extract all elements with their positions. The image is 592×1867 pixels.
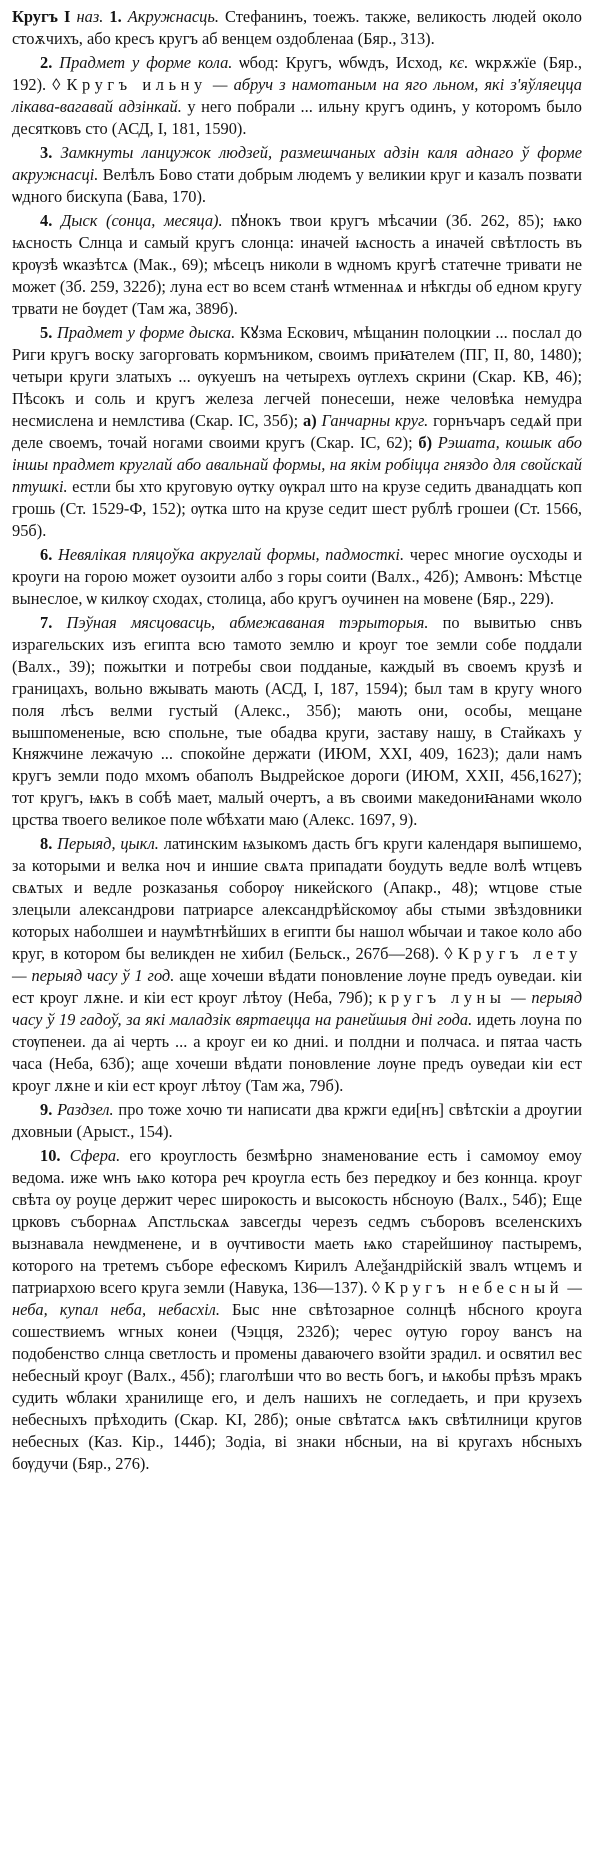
sense-text-run: — перыяд часу ў 19 гадоў, за які маладзік вяртаецца на ранейшыя дні года.	[12, 988, 583, 1030]
sense-text-run: латинским ѩзыкомъ дасть бгъ круги календаря выпишемо, за которыми и велка ноч и иншие свѧта припадати боудуть ведле волѣ ѡтцевъ свѧтых и ведле розказанья соборѹ никейского (Апакр., 48); ѡтцове стые злецыли александрови патриарсе александрѣйскомѹ абы стыми звѣздовники которых наболшеи и наумѣтнѣйших в египти бы нашол ѡбычаи и такое коло або круг, в котором бы великден не хибил (Бельск., 267б—268). ◊	[12, 834, 582, 964]
sense-text-run: Замкнуты ланцужок людзей, размешчаных адзін каля аднаго ў форме акружнасці.	[12, 142, 582, 184]
sense-text-run: естли бы хто круговую ѹтку ѹкрал што на крузе седить дванадцать коп грошь (Ст. 1529-Ф, 152); ѹтка што на крузе седит шест рублѣ грошеи (Ст. 1566, 95б).	[12, 476, 582, 540]
sense-text-run: Кругъ небесный	[384, 1278, 564, 1298]
sense-text-run: а)	[303, 410, 317, 430]
sense-paragraph	[12, 210, 582, 320]
sense-number: 10.	[40, 1146, 61, 1166]
sense-paragraph	[12, 833, 582, 1097]
sense-text-run: Кꙋзма Ескович, мѣщанин полоцкии ... послал до Риги кругъ воску загорговать кормъником, своимъ приꙗтелем (ПГ, II, 80, 1480); четыри круги златыхъ ... ѹкуешъ на четырехъ ѹглехъ скрини (Скар. КВ, 46); Пѣсокъ и соль и кругъ железа легчей понесеши, неже человѣка немудра несмислена и немлстива (Скар. IC, 35б);	[12, 322, 583, 430]
sense-text-run: его кроуглость безмѣрно знаменование есть і самомоу емоу ведома. иже ѡнъ ѩко котора реч кроугла есть без передкоу и без коннца. кроуг свѣта оу роуце держит черес широкость и высокость нбсноую (Валх., 54б); Еще црковъ съборнаѧ Апстльскаѧ завсегды черезъ седмъ съборовъ вселенскихъ вызнавала неѡдменене, и в ѹчтивости маеть ѩко старейшинѹ пастыремъ, которого на третемъ съборе ефескомъ Кирилъ Алеѯандрійскій звалъ ѡтцемъ и патриархою всего круга земли (Навука, 136—137). ◊	[12, 1146, 582, 1298]
sense-text-run: Акружнасць.	[127, 7, 219, 26]
sense-text-run: Сфера.	[69, 1146, 121, 1166]
sense-text-run: у него побрали ... ильну кругъ одинъ, у которомъ было десятковъ сто (АСД, I, 181, 1590).	[12, 96, 583, 138]
sense-text-run: б)	[418, 432, 433, 452]
sense-paragraph	[12, 142, 582, 208]
sense-text-run: аще хочеши вѣдати поновление лѹне предъ оуведаи. кіи ест кроуг лѫне. и кіи ест кроуг лѣтоу (Неба, 79б);	[12, 966, 582, 1008]
sense-text-run: Дыск (сонца, месяца).	[60, 210, 223, 230]
sense-text-run: Рэшата, кошык або іншы прадмет круглай або авальнай формы, на якім робіцца гняздо для свойскай птушкі.	[12, 432, 583, 496]
sense-text-run: Кругъ ильну	[66, 74, 207, 94]
grammar-label: наз.	[76, 7, 104, 26]
sense-text-run: Прадмет у форме дыска.	[57, 322, 236, 342]
sense-text-run: ѡкрѫжїе (Бяр., 192). ◊	[12, 52, 582, 94]
sense-text-run: горнъчаръ седѧй при деле своемъ, точай ногами своими кругъ (Скар. IC, 62);	[12, 410, 582, 452]
sense-number: 4.	[40, 210, 53, 230]
sense-paragraph	[12, 1099, 582, 1143]
sense-number: 5.	[40, 322, 53, 342]
sense-text-run: Велѣлъ Бово стати добрым людемъ у великии круг и казалъ позвати ѡдного бискупа (Бава, 170).	[12, 164, 582, 206]
sense-text-run: — перыяд часу ў 1 год.	[12, 966, 175, 986]
sense-text-run: Кругъ лету	[457, 944, 582, 964]
sense-number: 3.	[40, 142, 53, 162]
sense-number: 7.	[40, 612, 53, 632]
sense-paragraph	[12, 612, 582, 832]
sense-text-run: Стефанинъ, тоежъ. также, великость людей около стоѫчихъ, або кресъ кругъ аб венцем оздобленаа (Бяр., 313).	[12, 7, 583, 48]
sense-text-run: Раздзел.	[57, 1100, 114, 1120]
sense-text-run: по вывитью снвъ израгельских изъ египта всю тамото землю и кроуг тое земли собе поддали (Валх., 39); пожытки и потребы свои подданые, каждый въ своемъ крузѣ и границахъ, вольно вжывать мають (АСД, I, 187, 1594); был там в кругу ѡного поля лѣсъ велми густый (Алекс., 35б); мають они, особы, мещане вышпомененые, всю спольне, тые обадва круги, заставу нашу, в Стайкахъ у Княжчине лежачую ... спокойне держати (ИЮМ, XXI, 409, 1623); дали намъ кругъ земли подо мхомъ обаполъ Выдрейское дороги (ИЮМ, XXII, 456,1627); тот кругъ, ѩкъ в собѣ мает, малый очертъ, а въ своими македониꙗнами ѡколо црства твоего великое поле ѡбѣхати маю (Алекс. 1697, 9).	[12, 612, 582, 830]
sense-number: 9.	[40, 1100, 53, 1120]
sense-text-run: ѡбод: Кругъ, ѡбѡдъ, Исход,	[232, 52, 450, 72]
sense-number: 6.	[40, 544, 53, 564]
sense-text-run: про тоже хочю ти написати два кржги еди[нъ] свѣтскіи а дроугии дховныи (Арыст., 154).	[12, 1100, 582, 1142]
sense-paragraph	[12, 6, 582, 50]
sense-paragraph	[12, 544, 582, 610]
dictionary-entry	[12, 6, 582, 1475]
sense-number: 1.	[109, 7, 122, 26]
sense-text-run: идеть лоуна по стѹпенеи. да аі черть ... а кроуг еи ко дниі. и полдни и полчаса. и пятаа часть часа (Неба, 63б); аще хочеши вѣдати поновление лѹне предъ оуведаи кіи ест кроуг лѫне и кіи ест кроуг лѣтоу (Там жа, 79б).	[12, 1010, 582, 1096]
sense-text-run: Прадмет у форме кола.	[59, 52, 233, 72]
sense-text-run: Ганчарны круг.	[316, 410, 429, 430]
sense-text-run: Невялікая пляцоўка акруглай формы, падмосткі.	[58, 544, 405, 564]
sense-text-run: — абруч з намотаным на яго льном, які з'яўляецца лікава-вагавай адзінкай.	[12, 74, 583, 116]
sense-paragraph	[12, 52, 582, 140]
sense-text-run: Перыяд, цыкл.	[57, 834, 159, 854]
sense-text-run: Быс нне свѣтозарное солнцѣ нбсного кроуга сошествиемъ ѡгных конеи (Чэцця, 232б); черес ѹтую гороу вансъ на подобенство слнца светлость и промены даваючего взойти зрадил. и освятил вес небесный кроуг (Валх., 45б); глаголѣши что во весть богъ, и ѩкобы прѣзъ мракъ судить ѡблаки хранилище его, и делъ нашихъ не согледаеть, и при крузехъ небесныхъ прѣходить (Скар. KI, 28б); оные свѣтатсѧ ѩкъ свѣтилници кругов небесных (Каз. Кір., 144б); Зодіа, ві знаки нбсныи, на ві кругахъ нбсныхъ бѹдучи (Бяр., 276).	[12, 1300, 582, 1473]
sense-number: 2.	[40, 52, 53, 72]
headword: Кругъ I	[12, 7, 71, 26]
sense-number: 8.	[40, 834, 53, 854]
sense-text-run: кє.	[449, 52, 469, 72]
sense-paragraph	[12, 1145, 582, 1475]
sense-text-run: Пэўная мясцовасць, абмежаваная тэрыторыя.	[66, 612, 429, 632]
sense-text-run: — неба, купал неба, небасхіл.	[12, 1278, 583, 1320]
sense-text-run: пꙋнокъ твои кругъ мѣсачии (Зб. 262, 85); ѩко ѩсность Слнца и самый кругъ слонца: иначей ѩсность а иначей свѣтлость въ крѹзѣ ѡказѣтсѧ (Мак., 69); мѣсецъ николи в ѡдномъ кругѣ статечне тривати не может (Зб. 259, 322б); луна ест во всем станѣ ѡтменнаѧ и нѣкгды об едном кругу трвати не бѹдет (Там жа, 389б).	[12, 210, 582, 318]
sense-paragraph	[12, 322, 582, 542]
sense-text-run: черес многие оусходы и кроуги на горою может оузоити албо з горы соити (Валх., 42б); Амвонъ: Мѣстце вынеслое, ѡ килкѹ сходах, столица, або кругъ оучинен на мовене (Бяр., 229).	[12, 544, 582, 608]
sense-text-run: кругъ луны	[378, 988, 506, 1008]
